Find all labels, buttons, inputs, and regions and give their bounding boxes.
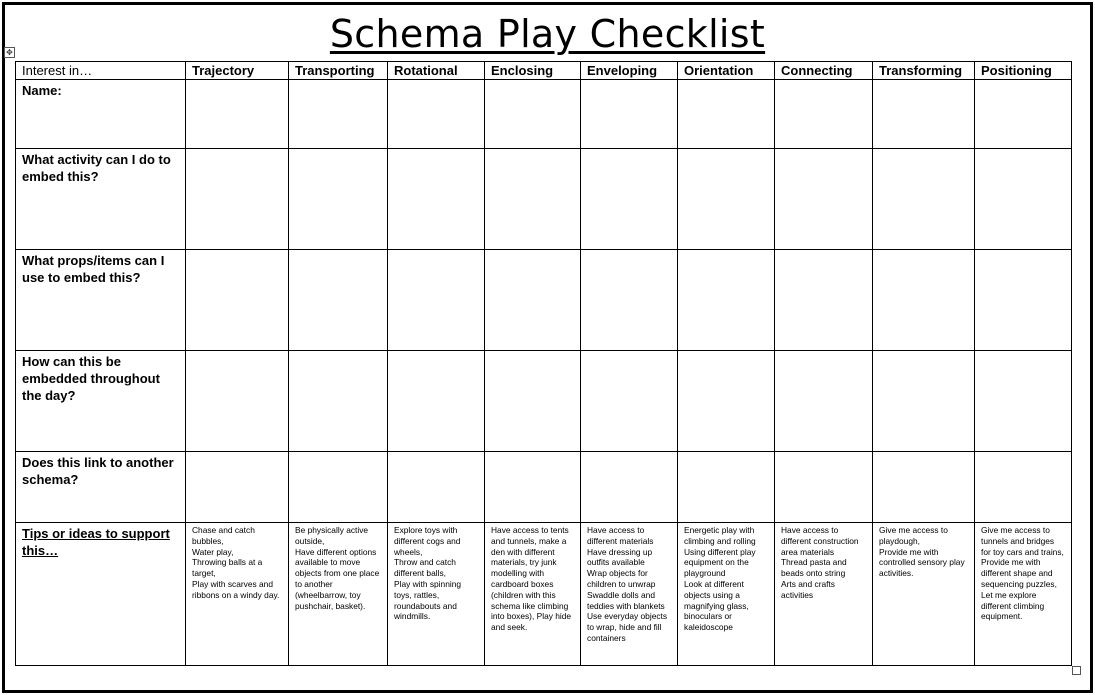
cell[interactable] [485,351,581,452]
tip-positioning: Give me access to tunnels and bridges for toy cars and trains, Provide me with different shape and sequencing puzzles, Let me explore different climbing equipment. [975,523,1072,666]
tip-transporting: Be physically active outside, Have different options available to move objects from one place to another (wheelbarrow, toy pushchair, basket). [289,523,388,666]
cell[interactable] [775,149,873,250]
column-rotational: Rotational [388,62,485,80]
cell[interactable] [289,149,388,250]
row-tips [16,523,1072,666]
cell[interactable] [678,250,775,351]
cell[interactable] [388,351,485,452]
cell[interactable] [289,250,388,351]
row-activity [16,149,1072,250]
column-transporting: Transporting [289,62,388,80]
row-label-name: Name: [16,80,186,149]
cell[interactable] [581,351,678,452]
tip-enclosing: Have access to tents and tunnels, make a den with different materials, try junk modelling with cardboard boxes (children with this schema like climbing into boxes), Play hide and seek. [485,523,581,666]
cell[interactable] [186,351,289,452]
cell[interactable] [678,149,775,250]
cell[interactable] [581,80,678,149]
cell[interactable] [485,149,581,250]
cell[interactable] [975,250,1072,351]
cell[interactable] [289,351,388,452]
cell[interactable] [678,80,775,149]
cell[interactable] [388,452,485,523]
cell[interactable] [775,452,873,523]
tip-rotational: Explore toys with different cogs and wheels, Throw and catch different balls, Play with spinning toys, rattles, roundabouts and windmills. [388,523,485,666]
cell[interactable] [186,452,289,523]
row-label-throughout-day: How can this be embedded throughout the day? [16,351,186,452]
cell[interactable] [975,80,1072,149]
tip-transforming: Give me access to playdough, Provide me with controlled sensory play activities. [873,523,975,666]
cell[interactable] [581,149,678,250]
cell[interactable] [873,351,975,452]
cell[interactable] [388,149,485,250]
cell[interactable] [775,80,873,149]
cell[interactable] [975,149,1072,250]
cell[interactable] [678,351,775,452]
column-enveloping: Enveloping [581,62,678,80]
cell[interactable] [775,351,873,452]
cell[interactable] [678,452,775,523]
cell[interactable] [581,452,678,523]
table-resize-handle-icon[interactable] [1072,666,1081,675]
column-trajectory: Trajectory [186,62,289,80]
cell[interactable] [873,80,975,149]
table-move-handle-icon[interactable]: ✥ [4,47,15,58]
row-label-link-schema: Does this link to another schema? [16,452,186,523]
column-orientation: Orientation [678,62,775,80]
row-name [16,80,1072,149]
column-positioning: Positioning [975,62,1072,80]
row-props [16,250,1072,351]
tip-connecting: Have access to different construction area materials Thread pasta and beads onto string Arts and crafts activities [775,523,873,666]
column-connecting: Connecting [775,62,873,80]
column-enclosing: Enclosing [485,62,581,80]
row-link-schema [16,452,1072,523]
cell[interactable] [873,452,975,523]
row-label-activity: What activity can I do to embed this? [16,149,186,250]
cell[interactable] [289,80,388,149]
tip-orientation: Energetic play with climbing and rolling Using different play equipment on the playground Look at different objects using a magnifying glass, binoculars or kaleidoscope [678,523,775,666]
cell[interactable] [485,452,581,523]
cell[interactable] [873,250,975,351]
cell[interactable] [485,250,581,351]
tip-trajectory: Chase and catch bubbles, Water play, Throwing balls at a target, Play with scarves and ribbons on a windy day. [186,523,289,666]
cell[interactable] [485,80,581,149]
column-transforming: Transforming [873,62,975,80]
cell[interactable] [873,149,975,250]
cell[interactable] [289,452,388,523]
row-label-tips: Tips or ideas to support this… [16,523,186,666]
corner-label[interactable]: Interest in… [16,62,186,80]
row-label-props: What props/items can I use to embed this? [16,250,186,351]
tip-enveloping: Have access to different materials Have dressing up outfits available Wrap objects for children to unwrap Swaddle dolls and teddies with blankets Use everyday objects to wrap, hide and fill containers [581,523,678,666]
page-title: Schema Play Checklist [329,12,766,56]
cell[interactable] [388,80,485,149]
row-throughout-day [16,351,1072,452]
cell[interactable] [975,351,1072,452]
header-row [16,62,1072,80]
checklist-table [15,61,1072,666]
cell[interactable] [186,80,289,149]
cell[interactable] [186,149,289,250]
cell[interactable] [775,250,873,351]
cell[interactable] [581,250,678,351]
cell[interactable] [186,250,289,351]
cell[interactable] [388,250,485,351]
cell[interactable] [975,452,1072,523]
